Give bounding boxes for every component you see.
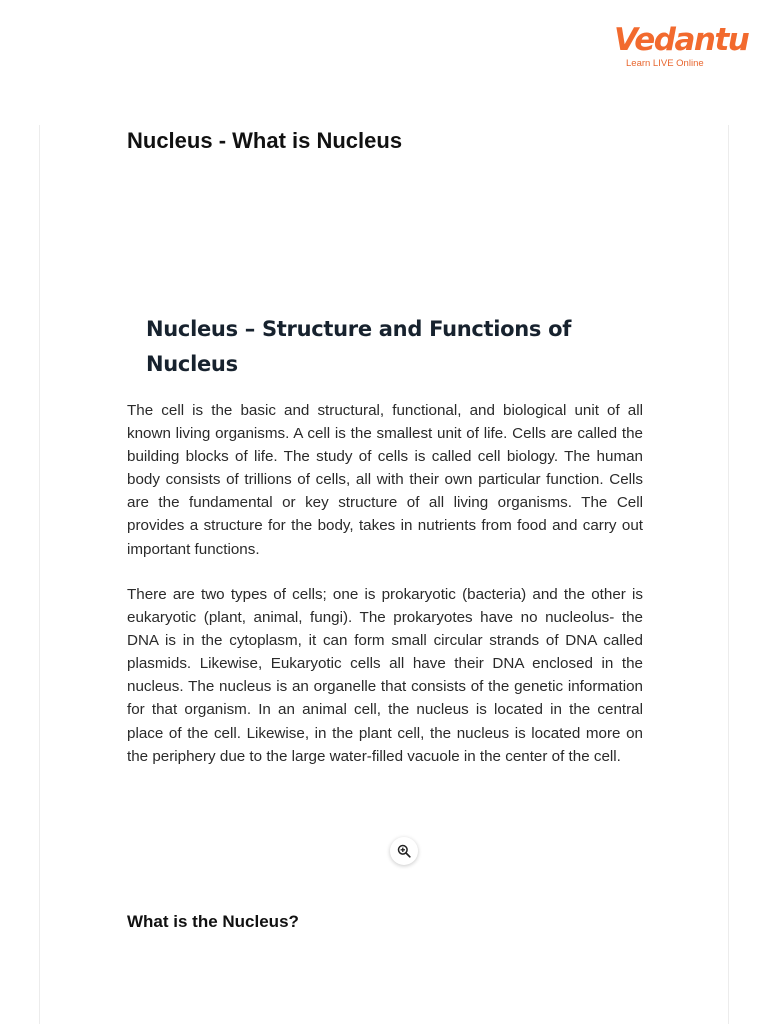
page-title: Nucleus - What is Nucleus bbox=[127, 128, 403, 153]
intro-paragraph: The cell is the basic and structural, functional, and biological unit of all known living organisms. A cell is the smallest unit of life. Cells are called the building blocks of life. The study of cells is called cell biology. The human body consists of trillions of cells, all with their own particular function. Cells are the fundamental or key structure of all living organisms. The Cell provides a structure for the body, takes in nutrients from food and carry out important functions. bbox=[127, 402, 643, 558]
zoom-button[interactable] bbox=[390, 837, 418, 865]
logo-wordmark: Vedantu bbox=[614, 22, 749, 58]
article-heading: Nucleus – Structure and Functions of Nucleus bbox=[146, 317, 572, 376]
cell-types-paragraph: There are two types of cells; one is prokaryotic (bacteria) and the other is eukaryotic (plant, animal, fungi). The prokaryotes have no nucleolus- the DNA is in the cytoplasm, it can form small circular strands of DNA called plasmids. Likewise, Eukaryotic cells all have their DNA enclosed in the nucleus. The nucleus is an organelle that consists of the genetic information for that organism. In an animal cell, the nucleus is located in the central place of the cell. Likewise, in the plant cell, the nucleus is located more on the periphery due to the large water-filled vacuole in the center of the cell. bbox=[127, 586, 643, 765]
vedantu-logo[interactable] bbox=[612, 20, 749, 72]
logo-tagline: Learn LIVE Online bbox=[626, 58, 704, 69]
section-subheading: What is the Nucleus? bbox=[127, 912, 299, 931]
content-card bbox=[39, 125, 729, 1024]
zoom-in-icon bbox=[397, 844, 411, 858]
